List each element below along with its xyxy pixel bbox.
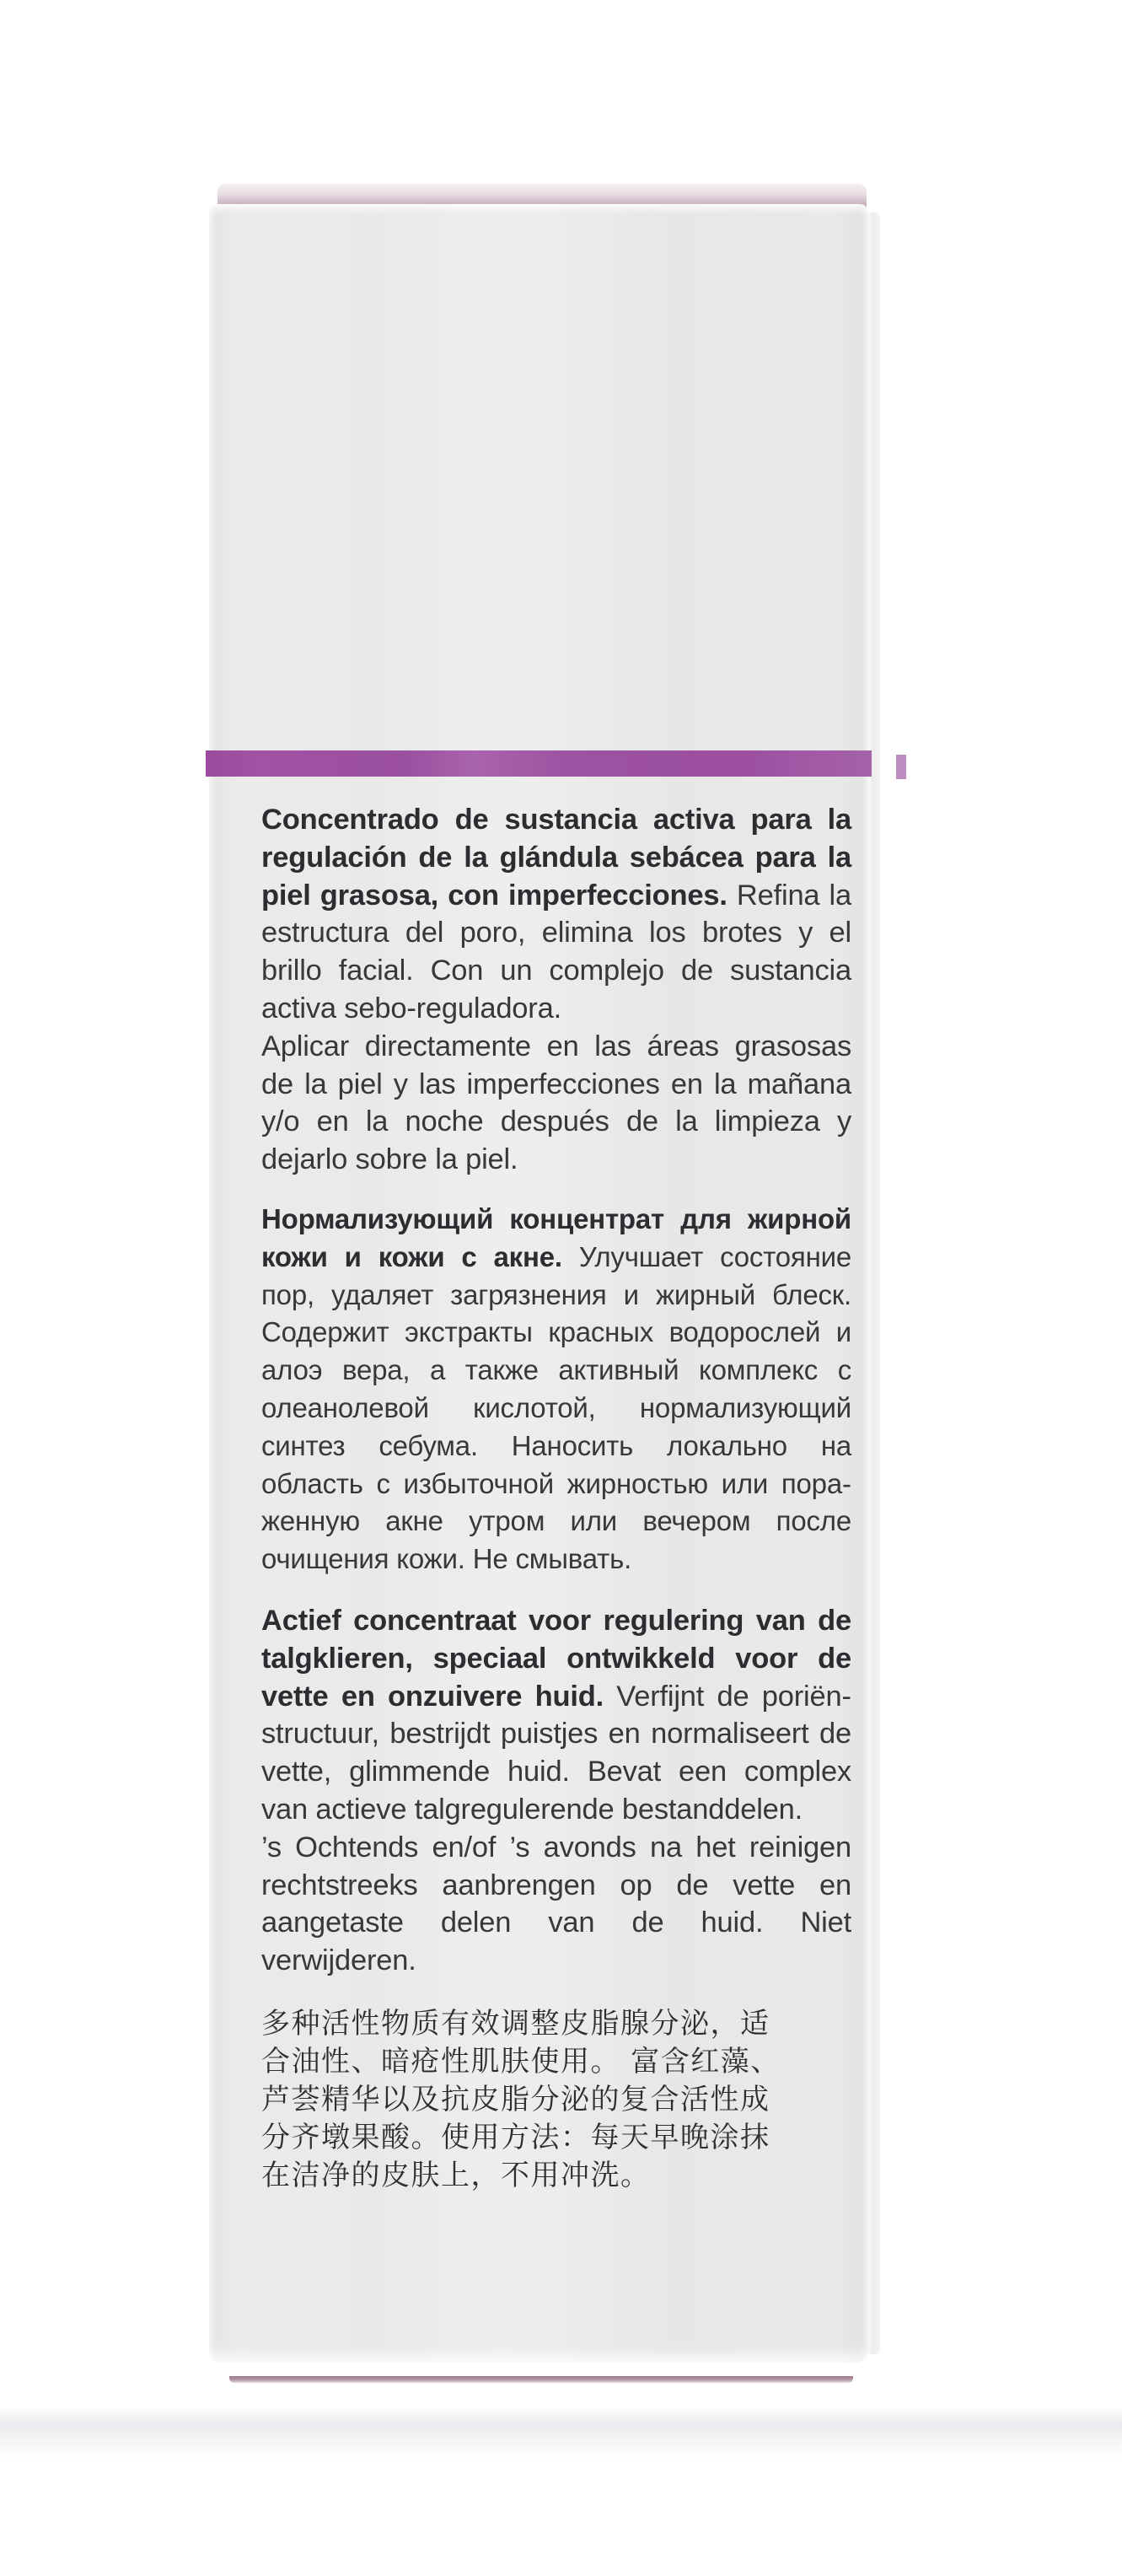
section-chinese bbox=[261, 2005, 851, 2195]
box-bottom-edge bbox=[229, 2376, 853, 2383]
chinese-line: 合油性、暗疮性肌肤使用。 富含红藻、 bbox=[261, 2044, 781, 2079]
panel-text bbox=[261, 801, 851, 2213]
section-body: Verfijnt de poriënstructuur, bestrijdt puistjes en normaliseert de vette, glimmende huid. Bevat een complex van actieve talgregulerende bestanddelen. bbox=[261, 1680, 851, 1826]
section-usage: Aplicar directamente en las áreas grasosas de la piel y las imperfecciones en la mañana y/o en la noche después de la limpieza y dejarlo sobre la piel. bbox=[261, 1030, 851, 1176]
accent-stripe-side bbox=[896, 755, 906, 779]
box-side-edge bbox=[868, 212, 880, 2354]
section-heading: Actief concentraat voor regulering van de talgklieren, speciaal ontwikkeld voor de vette en onzuivere huid. bbox=[261, 1604, 851, 1713]
section-heading: Нормализующий концентрат для жирной кожи и кожи с акне. bbox=[261, 1202, 851, 1272]
chinese-line: 芦荟精华以及抗皮脂分泌的复合活性成 bbox=[261, 2082, 770, 2116]
section-body: Refina la estructura del poro, elimina los brotes y el brillo facial. Con un complejo de sustancia activa sebo-reguladora. bbox=[261, 879, 852, 1024]
section-dutch bbox=[261, 1602, 851, 1980]
section-spanish bbox=[261, 801, 851, 1179]
chinese-line: 分齐墩果酸。使用方法：每天早晚涂抹 bbox=[261, 2120, 770, 2154]
section-heading: Concentrado de sustancia activa para la regulación de la glándula sebácea para la piel grasosa, con imperfecciones. bbox=[261, 804, 851, 912]
floor-shadow bbox=[0, 2407, 1122, 2458]
accent-stripe bbox=[206, 750, 872, 777]
section-body: Улучшает состояние пор, удаляет загрязнения и жирный блеск. Содержит экстракты красных водорослей и алоэ вера, а также активный комплекс с олеанолевой кислотой, нормализующий синтез себума. Наносить локально на область с избыточной жирностью или пораженную акне утром или вечером после очищения кожи. Не смывать. bbox=[261, 1240, 851, 1575]
section-russian bbox=[261, 1201, 851, 1578]
chinese-line: 多种活性物质有效调整皮脂腺分泌，适 bbox=[261, 2006, 770, 2041]
section-usage: ’s Ochtends en/of ’s avonds na het reinigen rechtstreeks aanbrengen op de vette en aangetaste delen van de huid. Niet verwijderen. bbox=[261, 1831, 851, 1977]
chinese-line: 在洁净的皮肤上，不用冲洗。 bbox=[261, 2158, 651, 2192]
